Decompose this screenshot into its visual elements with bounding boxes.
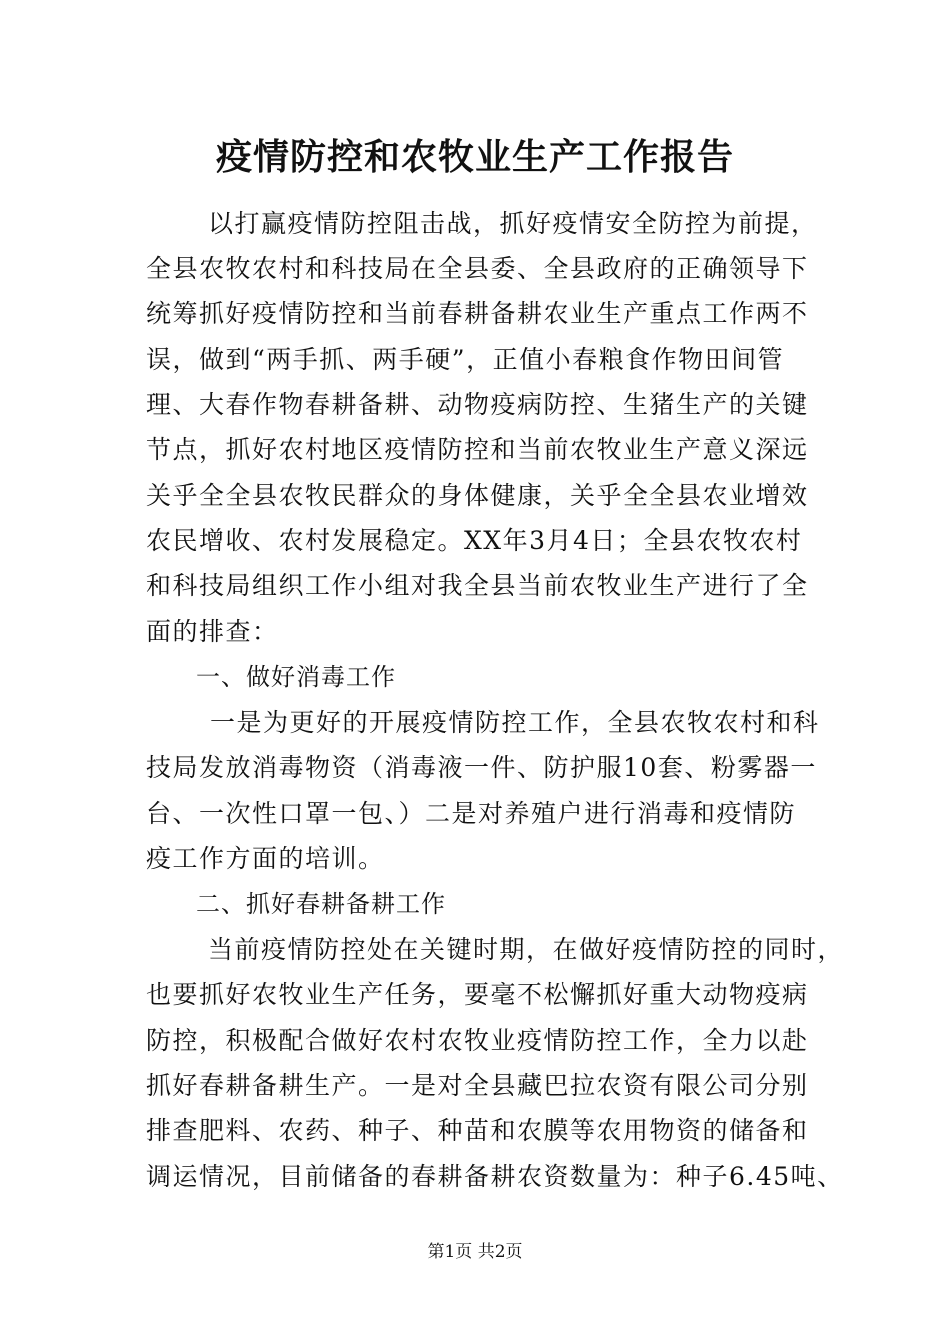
intro-line: 面的排查： bbox=[146, 617, 279, 646]
page-number-footer: 第1页 共2页 bbox=[427, 1242, 523, 1262]
section2-line: 防控，积极配合做好农村农牧业疫情防控工作，全力以赴 bbox=[146, 1026, 809, 1055]
intro-line: 以打赢疫情防控阻击战，抓好疫情安全防控为前提， bbox=[208, 209, 818, 238]
intro-line: 和科技局组织工作小组对我全县当前农牧业生产进行了全 bbox=[146, 571, 809, 600]
intro-line: 农民增收、农村发展稳定。XX年3月4日；全县农牧农村 bbox=[146, 526, 803, 555]
section2-line: 当前疫情防控处在关键时期，在做好疫情防控的同时， bbox=[208, 935, 845, 964]
section2-line: 调运情况，目前储备的春耕备耕农资数量为：种子6.45吨、 bbox=[146, 1162, 844, 1191]
document-title: 疫情防控和农牧业生产工作报告 bbox=[215, 136, 734, 178]
intro-line: 理、大春作物春耕备耕、动物疫病防控、生猪生产的关键 bbox=[146, 390, 809, 419]
section1-line: 疫工作方面的培训。 bbox=[146, 844, 385, 873]
intro-line: 关乎全全县农牧民群众的身体健康，关乎全全县农业增效 bbox=[146, 481, 809, 510]
intro-line: 全县农牧农村和科技局在全县委、全县政府的正确领导下 bbox=[146, 254, 809, 283]
section-heading-disinfection: 一、做好消毒工作 bbox=[196, 663, 396, 691]
intro-line: 误，做到“两手抓、两手硬”，正值小春粮食作物田间管 bbox=[146, 345, 785, 374]
section2-line: 也要抓好农牧业生产任务，要毫不松懈抓好重大动物疫病 bbox=[146, 980, 809, 1009]
section2-line: 抓好春耕备耕生产。一是对全县藏巴拉农资有限公司分别 bbox=[146, 1071, 809, 1100]
section-heading-spring-farming: 二、抓好春耕备耕工作 bbox=[196, 890, 446, 918]
section1-line: 技局发放消毒物资（消毒液一件、防护服10套、粉雾器一 bbox=[146, 753, 817, 782]
section1-line: 台、一次性口罩一包、）二是对养殖户进行消毒和疫情防 bbox=[146, 799, 797, 828]
section1-line: 一是为更好的开展疫情防控工作，全县农牧农村和科 bbox=[210, 708, 820, 737]
section2-line: 排查肥料、农药、种子、种苗和农膜等农用物资的储备和 bbox=[146, 1116, 809, 1145]
intro-line: 节点，抓好农村地区疫情防控和当前农牧业生产意义深远 bbox=[146, 435, 809, 464]
intro-line: 统筹抓好疫情防控和当前春耕备耕农业生产重点工作两不 bbox=[146, 299, 809, 328]
